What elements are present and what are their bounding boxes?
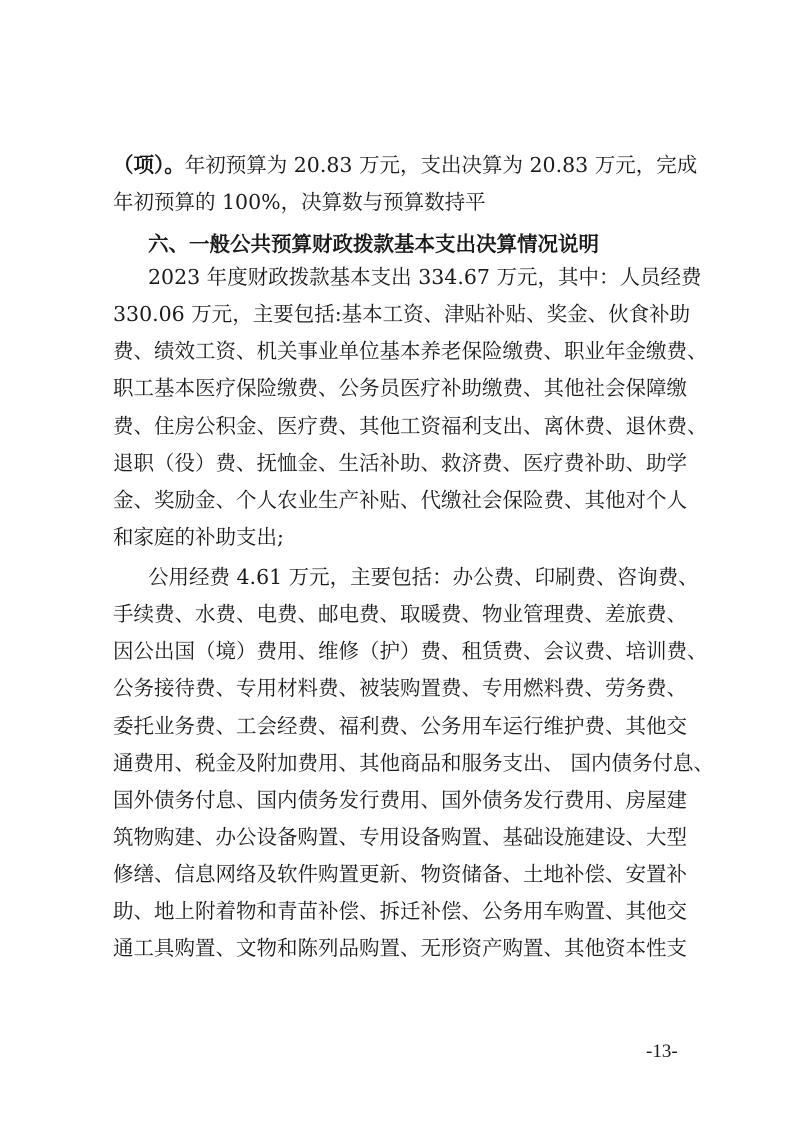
paragraph-line: 公用经费 4.61 万元，主要包括：办公费、印刷费、咨询费、 [148,565,699,589]
paragraph-line: 2023 年度财政拨款基本支出 334.67 万元，其中：人员经费 [148,265,702,289]
paragraph-text: 年初预算为 20.83 万元，支出决算为 20.83 万元，完成 [184,153,698,177]
item-label: （项）。 [113,153,185,177]
paragraph-line: 退职（役）费、抚恤金、生活补助、救济费、医疗费补助、助学 [113,451,687,475]
paragraph-line: 年初预算的 100%，决算数与预算数持平 [113,190,486,214]
section-heading: 六、一般公共预算财政拨款基本支出决算情况说明 [148,232,599,256]
paragraph-line: 手续费、水费、电费、邮电费、取暖费、物业管理费、差旅费、 [113,602,687,626]
paragraph-line: 公务接待费、专用材料费、被装购置费、专用燃料费、劳务费、 [113,676,687,700]
paragraph-line [113,149,698,181]
paragraph-line: 和家庭的补助支出; [113,525,284,549]
paragraph-line: 修缮、信息网络及软件购置更新、物资储备、土地补偿、安置补 [113,862,687,886]
paragraph-line: 费、绩效工资、机关事业单位基本养老保险缴费、职业年金缴费、 [113,339,708,363]
paragraph-line: 职工基本医疗保险缴费、公务员医疗补助缴费、其他社会保障缴 [113,376,687,400]
paragraph-line: 国外债务付息、国内债务发行费用、国外债务发行费用、房屋建 [113,788,687,812]
paragraph-line: 通工具购置、文物和陈列品购置、无形资产购置、其他资本性支 [113,936,687,960]
paragraph-line: 委托业务费、工会经费、福利费、公务用车运行维护费、其他交 [113,714,687,738]
paragraph-line: 助、地上附着物和青苗补偿、拆迁补偿、公务用车购置、其他交 [113,899,687,923]
paragraph-line: 因公出国（境）费用、维修（护）费、租赁费、会议费、培训费、 [113,639,708,663]
paragraph-line: 通费用、税金及附加费用、其他商品和服务支出、 国内债务付息、 [113,751,715,775]
paragraph-line: 费、住房公积金、医疗费、其他工资福利支出、离休费、退休费、 [113,414,708,438]
paragraph-line: 330.06 万元，主要包括:基本工资、津贴补贴、奖金、伙食补助 [113,302,691,326]
paragraph-line: 筑物购建、办公设备购置、专用设备购置、基础设施建设、大型 [113,825,687,849]
paragraph-line: 金、奖励金、个人农业生产补贴、代缴社会保险费、其他对个人 [113,488,687,512]
page-number: -13- [646,1041,678,1062]
